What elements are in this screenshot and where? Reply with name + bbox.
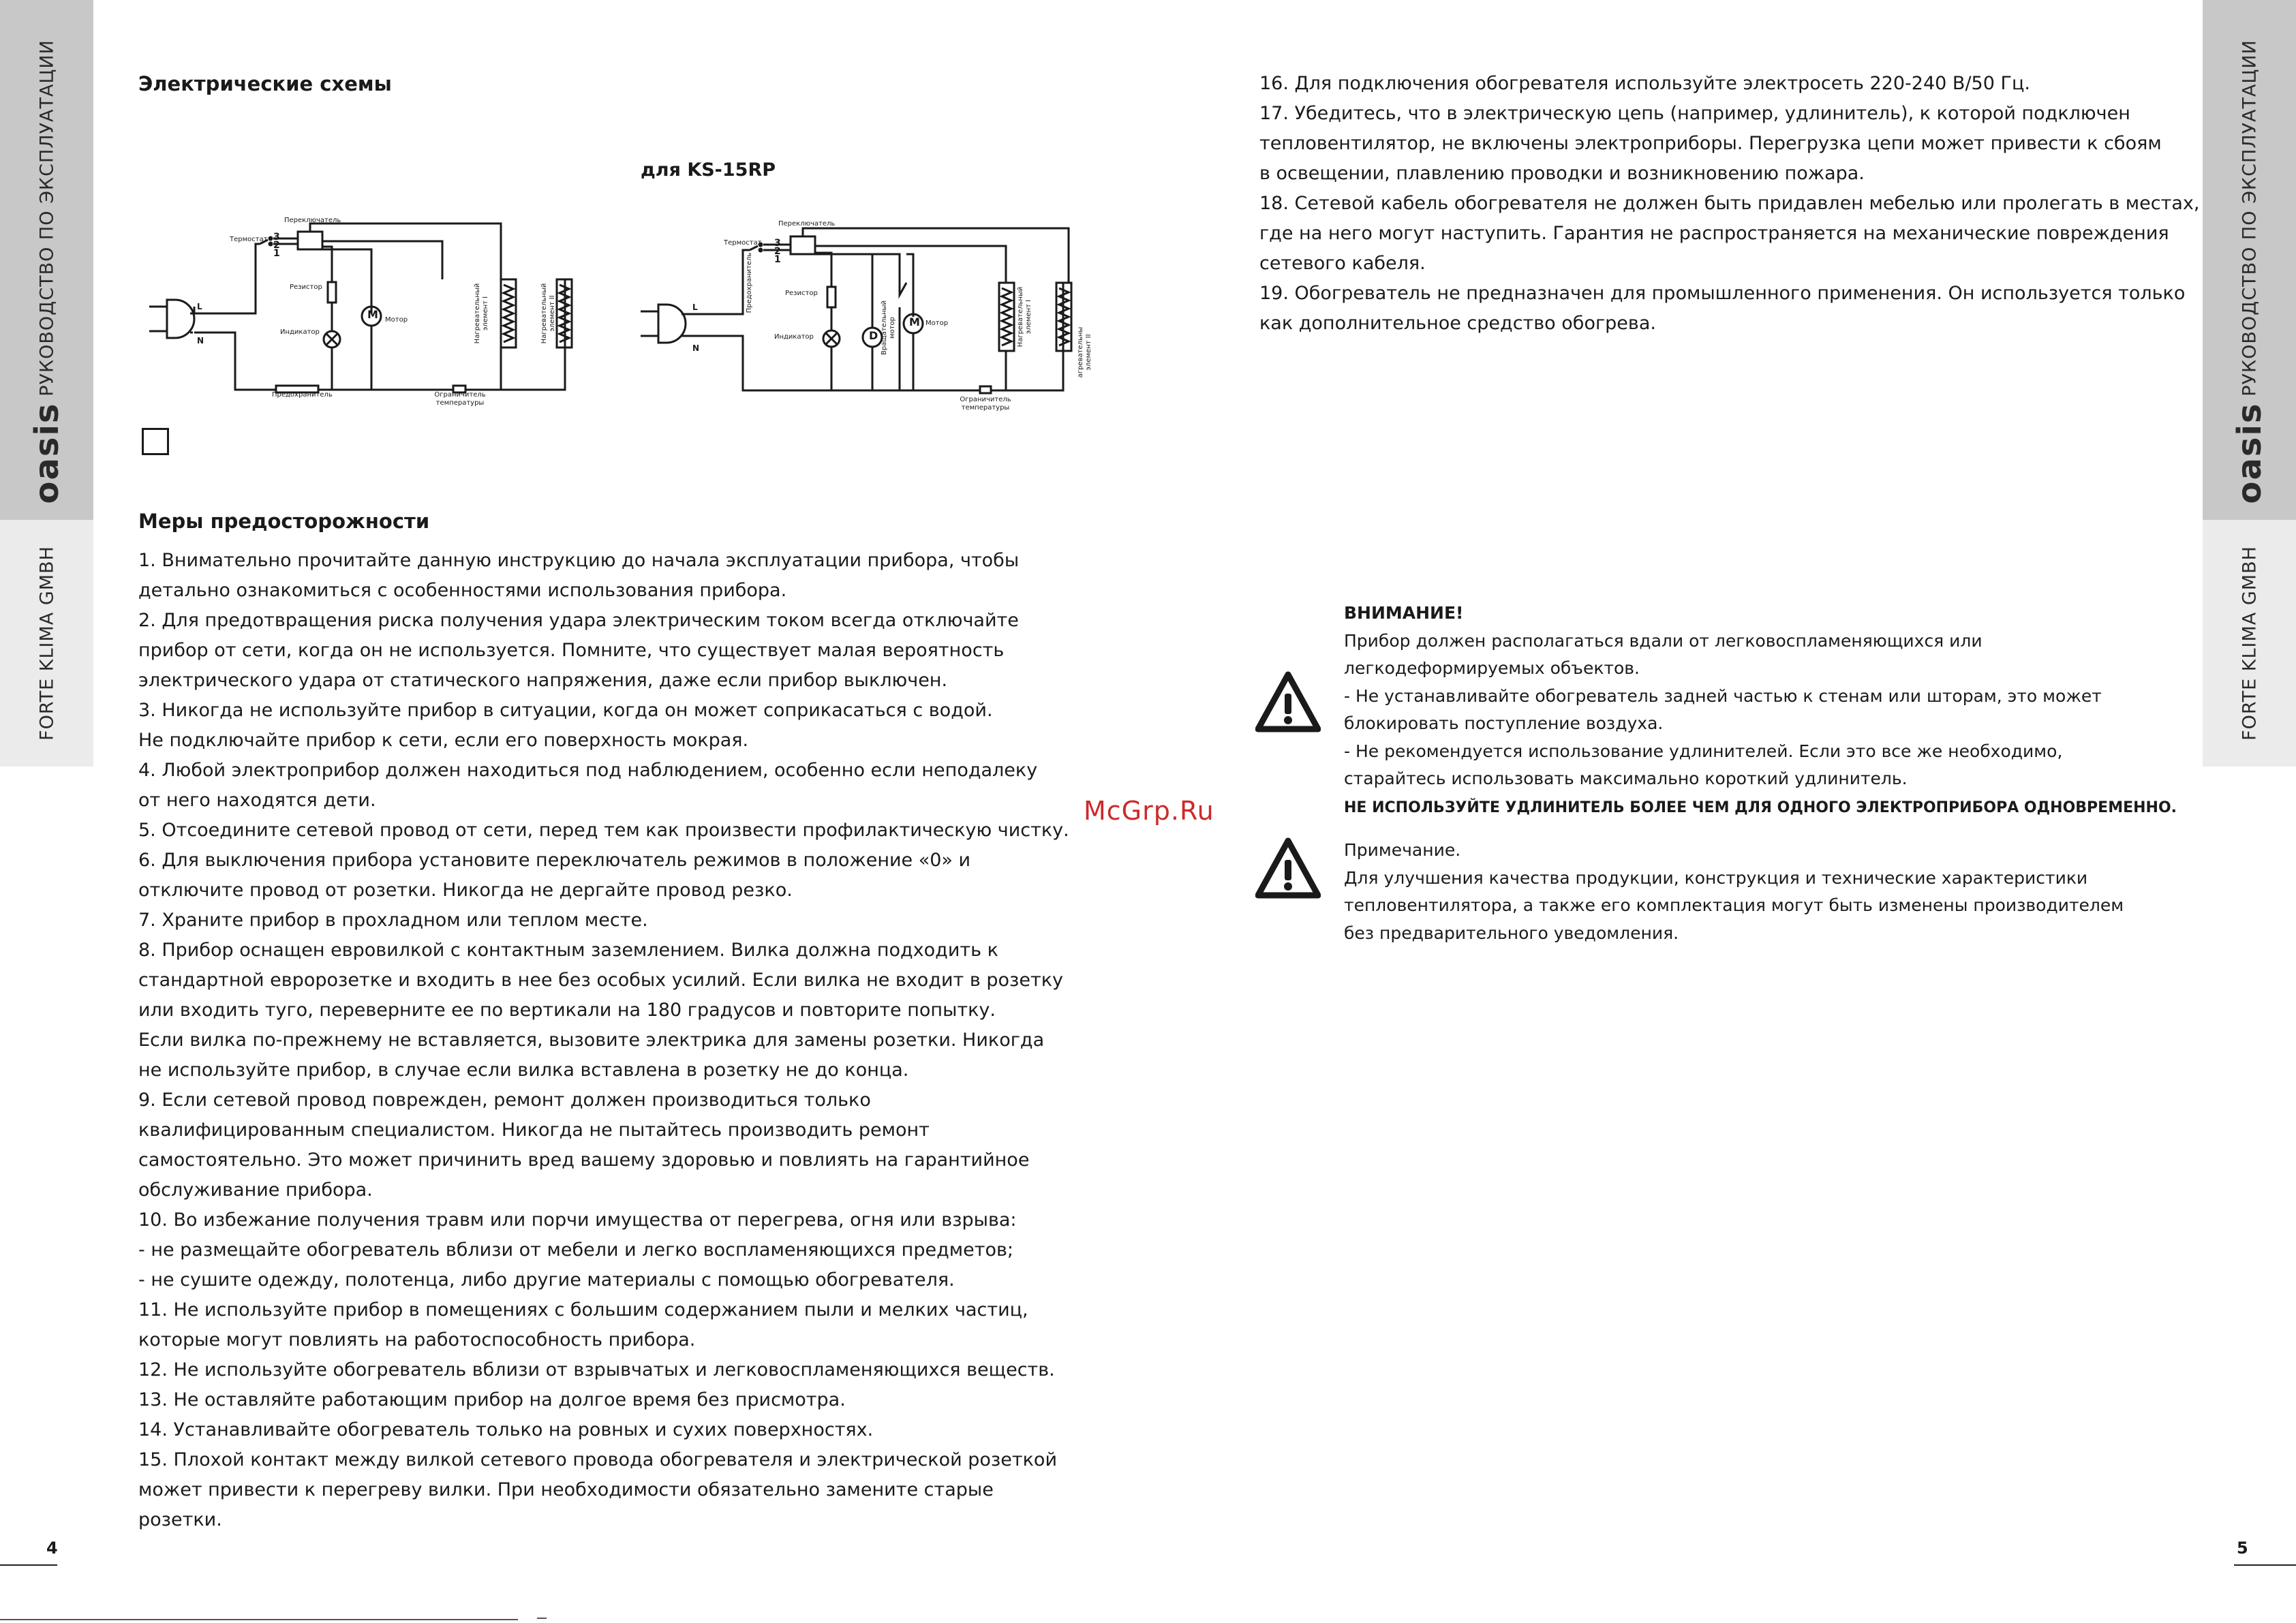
precaution-line: 4. Любой электроприбор должен находиться под наблюдением, особенно если неподалеку	[138, 760, 1038, 781]
page-number-right-rule	[2234, 1564, 2296, 1566]
right-brand-logo: oasis	[2230, 402, 2269, 504]
precaution-line: квалифицированным специалистом. Никогда не пытайтесь производить ремонт	[138, 1119, 930, 1141]
precaution-line: 15. Плохой контакт между вилкой сетевого провода обогревателя и электрической розеткой	[138, 1449, 1057, 1470]
precaution-line: 10. Во избежание получения травм или порчи имущества от перегрева, огня или взрыва:	[138, 1209, 1017, 1231]
precautions-title: Меры предосторожности	[138, 510, 430, 533]
warning-caps: НЕ ИСПОЛЬЗУЙТЕ УДЛИНИТЕЛЬ БОЛЕЕ ЧЕМ ДЛЯ ОДНОГО ЭЛЕКТРОПРИБОРА ОДНОВРЕМЕННО.	[1344, 799, 2177, 816]
bottom-rule	[0, 1619, 518, 1620]
warning-line: легкодеформируемых объектов.	[1344, 658, 1640, 678]
d1-indicator-label: Индикатор	[280, 328, 320, 336]
precaution-line: от него находятся дети.	[138, 790, 376, 811]
d1-pos2: 2	[273, 240, 280, 251]
precaution-line: или входить туго, переверните ее по вертикали на 180 градусов и повторите попытку.	[138, 1000, 996, 1021]
d1-pos1: 1	[273, 248, 280, 259]
note-line: тепловентилятора, а также его комплектация могут быть изменены производителем	[1344, 895, 2124, 915]
precaution-line: которые могут повлиять на работоспособность прибора.	[138, 1329, 696, 1350]
right-line: 19. Обогреватель не предназначен для промышленного применения. Он используется только	[1259, 283, 2186, 304]
warning-line: Прибор должен располагаться вдали от легковоспламеняющихся или	[1344, 630, 1983, 651]
d2-limiter-label: Ограничитель температуры	[960, 396, 1011, 412]
precaution-line: не используйте прибор, в случае если вилка вставлена в розетку не до конца.	[138, 1060, 909, 1081]
d2-pos1: 1	[774, 254, 781, 265]
precaution-line: детально ознакомиться с особенностями использования прибора.	[138, 580, 787, 601]
warning-line: блокировать поступление воздуха.	[1344, 713, 1664, 733]
watermark: McGrp.Ru	[1084, 796, 1214, 826]
d1-heater1-label: Нагревательный элемент I	[474, 283, 489, 344]
page-number-right: 5	[2237, 1539, 2248, 1558]
right-line: где на него могут наступить. Гарантия не распространяется на механические повреждения	[1259, 223, 2169, 244]
precaution-line: электрического удара от статического напряжения, даже если прибор выключен.	[138, 670, 948, 691]
precaution-line: стандартной евророзетке и входить в нее без особых усилий. Если вилка не входит в розетку	[138, 970, 1063, 991]
warning-icon	[1255, 837, 1321, 902]
empty-checkbox	[142, 428, 169, 455]
precaution-line: 5. Отсоедините сетевой провод от сети, перед тем как произвести профилактическую чистку.	[138, 820, 1069, 841]
d2-l-label: L	[692, 303, 698, 312]
precaution-line: 8. Прибор оснащен евровилкой с контактным заземлением. Вилка должна подходить к	[138, 940, 998, 961]
precaution-line: 14. Устанавливайте обогреватель только на ровных и сухих поверхностях.	[138, 1419, 874, 1440]
d2-resistor-label: Резистор	[785, 290, 818, 297]
d1-l-label: L	[197, 302, 202, 311]
d1-heater2-label: Нагревательный элемент II	[540, 283, 556, 344]
right-manual-label: РУКОВОДСТВО ПО ЭКСПЛУАТАЦИИ	[2239, 40, 2260, 397]
precaution-line: отключите провод от розетки. Никогда не дергайте провод резко.	[138, 880, 793, 901]
right-line: как дополнительное средство обогрева.	[1259, 313, 1656, 334]
warning-title: ВНИМАНИЕ!	[1344, 603, 1464, 623]
page-number-left-rule	[0, 1564, 57, 1566]
precaution-line: 13. Не оставляйте работающим прибор на долгое время без присмотра.	[138, 1389, 846, 1410]
right-line: 18. Сетевой кабель обогревателя не должен быть придавлен мебелью или пролегать в местах,	[1259, 193, 2200, 214]
precaution-line: 9. Если сетевой провод поврежден, ремонт должен производиться только	[138, 1089, 871, 1111]
right-list	[1259, 69, 2199, 339]
d1-thermostat-label: Термостат	[230, 236, 268, 243]
precaution-line: 2. Для предотвращения риска получения удара электрическим током всегда отключайте	[138, 610, 1019, 631]
warning-line: старайтесь использовать максимально короткий удлинитель.	[1344, 769, 1908, 788]
diagram1-labels	[140, 211, 576, 416]
precaution-line: 7. Храните прибор в прохладном или теплом месте.	[138, 910, 648, 931]
page-number-left: 4	[46, 1539, 58, 1558]
right-company: FORTE KLIMA GMBH	[2239, 546, 2260, 741]
note-line: Для улучшения качества продукции, конструкция и технические характеристики	[1344, 867, 2088, 888]
d1-limiter-label: Ограничитель температуры	[434, 391, 486, 407]
d1-fuse-label: Предохранитель	[272, 391, 333, 399]
note-line: без предварительного уведомления.	[1344, 923, 1679, 943]
d2-heater1-label: Нагревательный элемент I	[1017, 286, 1032, 347]
right-tab-brand	[2203, 0, 2296, 520]
left-manual-label: РУКОВОДСТВО ПО ЭКСПЛУАТАЦИИ	[36, 40, 57, 397]
right-line: 17. Убедитесь, что в электрическую цепь (например, удлинитель), к которой подключен	[1259, 103, 2130, 124]
left-tab-brand	[0, 0, 93, 520]
diagram2-labels	[634, 215, 1124, 419]
left-brand-logo: oasis	[27, 402, 66, 504]
precaution-line: розетки.	[138, 1509, 222, 1530]
right-tab-company	[2203, 520, 2296, 767]
d2-d-letter: D	[869, 329, 878, 342]
d2-heater2-label: агревательны элемент II	[1077, 326, 1092, 378]
precaution-line: 3. Никогда не используйте прибор в ситуации, когда он может соприкасаться с водой.	[138, 700, 993, 721]
left-tab-company	[0, 520, 93, 767]
precaution-line: 12. Не используйте обогреватель вблизи от взрывчатых и легковоспламеняющихся веществ.	[138, 1359, 1055, 1380]
d2-switch-label: Переключатель	[778, 220, 836, 228]
precaution-line: самостоятельно. Это может причинить вред вашему здоровью и повлиять на гарантийное	[138, 1149, 1030, 1171]
warning-line: - Не устанавливайте обогреватель задней частью к стенам или шторам, это может	[1344, 685, 2102, 706]
d1-n-label: N	[197, 336, 204, 345]
d2-rot-motor-label: Вращательный мотор	[881, 300, 896, 356]
d2-m-letter: M	[909, 315, 920, 328]
warning-line: - Не рекомендуется использование удлинителей. Если это все же необходимо,	[1344, 741, 2063, 761]
d2-indicator-label: Индикатор	[774, 333, 814, 341]
d1-resistor-label: Резистор	[290, 283, 322, 291]
d2-fuse-label: Предохранитель	[746, 252, 753, 313]
d2-motor-label: Мотор	[925, 320, 949, 327]
note-title: Примечание.	[1344, 840, 1461, 860]
d2-pos2: 2	[774, 246, 781, 257]
precaution-line: 1. Внимательно прочитайте данную инструкцию до начала эксплуатации прибора, чтобы	[138, 550, 1020, 571]
d1-pos3: 3	[273, 232, 280, 243]
right-line: тепловентилятор, не включены электроприборы. Перегрузка цепи может привести к сбоям	[1259, 133, 2162, 154]
precaution-line: 6. Для выключения прибора установите переключатель режимов в положение «0» и	[138, 850, 971, 871]
d1-switch-label: Переключатель	[284, 217, 341, 224]
precaution-line: 11. Не используйте прибор в помещениях с большим содержанием пыли и мелких частиц,	[138, 1299, 1028, 1320]
warning-block-2	[1344, 837, 2124, 947]
precaution-line: - не размещайте обогреватель вблизи от мебели и легко воспламеняющихся предметов;	[138, 1239, 1013, 1261]
left-company: FORTE KLIMA GMBH	[36, 546, 57, 741]
warning-block-1	[1344, 600, 2177, 822]
precaution-line: прибор от сети, когда он не используется. Помните, что существует малая вероятность	[138, 640, 1005, 661]
precautions-list	[138, 546, 1069, 1535]
d1-motor-label: Мотор	[385, 316, 408, 324]
d2-thermostat-label: Термостат	[724, 239, 762, 247]
right-line: 16. Для подключения обогревателя используйте электросеть 220-240 В/50 Гц.	[1259, 73, 2030, 94]
bottom-rule-tick	[537, 1618, 547, 1619]
precaution-line: обслуживание прибора.	[138, 1179, 373, 1201]
right-line: сетевого кабеля.	[1259, 253, 1426, 274]
d2-pos3: 3	[774, 238, 781, 249]
d2-n-label: N	[692, 343, 700, 353]
precaution-line: Если вилка по-прежнему не вставляется, вызовите электрика для замены розетки. Никогда	[138, 1030, 1045, 1051]
precaution-line: - не сушите одежду, полотенца, либо другие материалы с помощью обогревателя.	[138, 1269, 955, 1290]
model-caption: для KS-15RP	[641, 159, 776, 181]
warning-icon	[1255, 670, 1321, 736]
precaution-line: Не подключайте прибор к сети, если его поверхность мокрая.	[138, 730, 749, 751]
d1-m-letter: M	[367, 308, 378, 321]
schemes-title: Электрические схемы	[138, 72, 392, 95]
right-line: в освещении, плавлению проводки и возникновению пожара.	[1259, 163, 1865, 184]
precaution-line: может привести к перегреву вилки. При необходимости обязательно замените старые	[138, 1479, 994, 1500]
